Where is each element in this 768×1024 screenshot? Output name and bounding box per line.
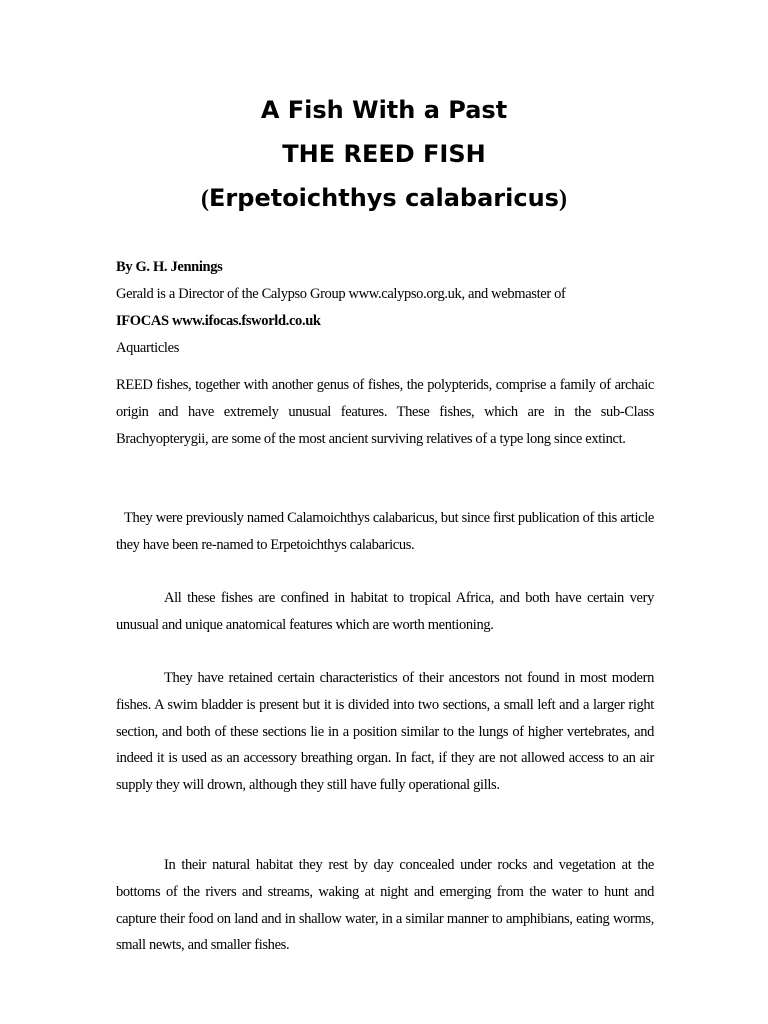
open-paren: ( xyxy=(201,186,210,212)
title-line-1: A Fish With a Past xyxy=(260,96,508,124)
paragraph-natural-habitat: In their natural habitat they rest by day concealed under rocks and vegetation at the bottoms of the rivers and streams, waking at night and emerging from the water to hunt and capture their food on land and in shallow water, in a similar manner to amphibians, eating worms, small newts, and smaller fishes. xyxy=(116,857,654,954)
byline-block xyxy=(116,254,654,362)
author-line: By G. H. Jennings xyxy=(116,259,223,275)
title-line-2: THE REED FISH xyxy=(282,140,486,168)
paragraph-swim-bladder: They have retained certain characteristics of their ancestors not found in most modern fishes. A swim bladder is present but it is divided into two sections, a small left and a larger right section, and both of these sections lie in a position similar to the lungs of higher vertebrates, and indeed it is used as an accessory breathing organ. In fact, if they are not allowed access to an air supply they will drown, although they still have fully operational gills. xyxy=(116,670,654,794)
source-line: Aquarticles xyxy=(116,340,179,356)
scientific-name: Erpetoichthys calabaricus xyxy=(209,184,559,212)
author-bio-line: Gerald is a Director of the Calypso Group www.calypso.org.uk, and webmaster of xyxy=(116,286,566,302)
paragraph-habitat: All these fishes are confined in habitat to tropical Africa, and both have certain very unusual and unique anatomical features which are worth mentioning. xyxy=(116,590,654,633)
paragraph-intro: REED fishes, together with another genus of fishes, the polypterids, comprise a family of archaic origin and have extremely unusual features. These fishes, which are in the sub-Class Brachyopterygii, are some of the most ancient surviving relatives of a type long since extinct. xyxy=(116,377,654,447)
scientific-name-line xyxy=(0,176,768,221)
close-paren: ) xyxy=(558,186,567,212)
paragraph-renamed: They were previously named Calamoichthys calabaricus, but since first publication of this article they have been re-named to Erpetoichthys calabaricus. xyxy=(116,510,654,553)
organization-line: IFOCAS www.ifocas.fsworld.co.uk xyxy=(116,313,321,329)
title-block xyxy=(0,88,768,221)
